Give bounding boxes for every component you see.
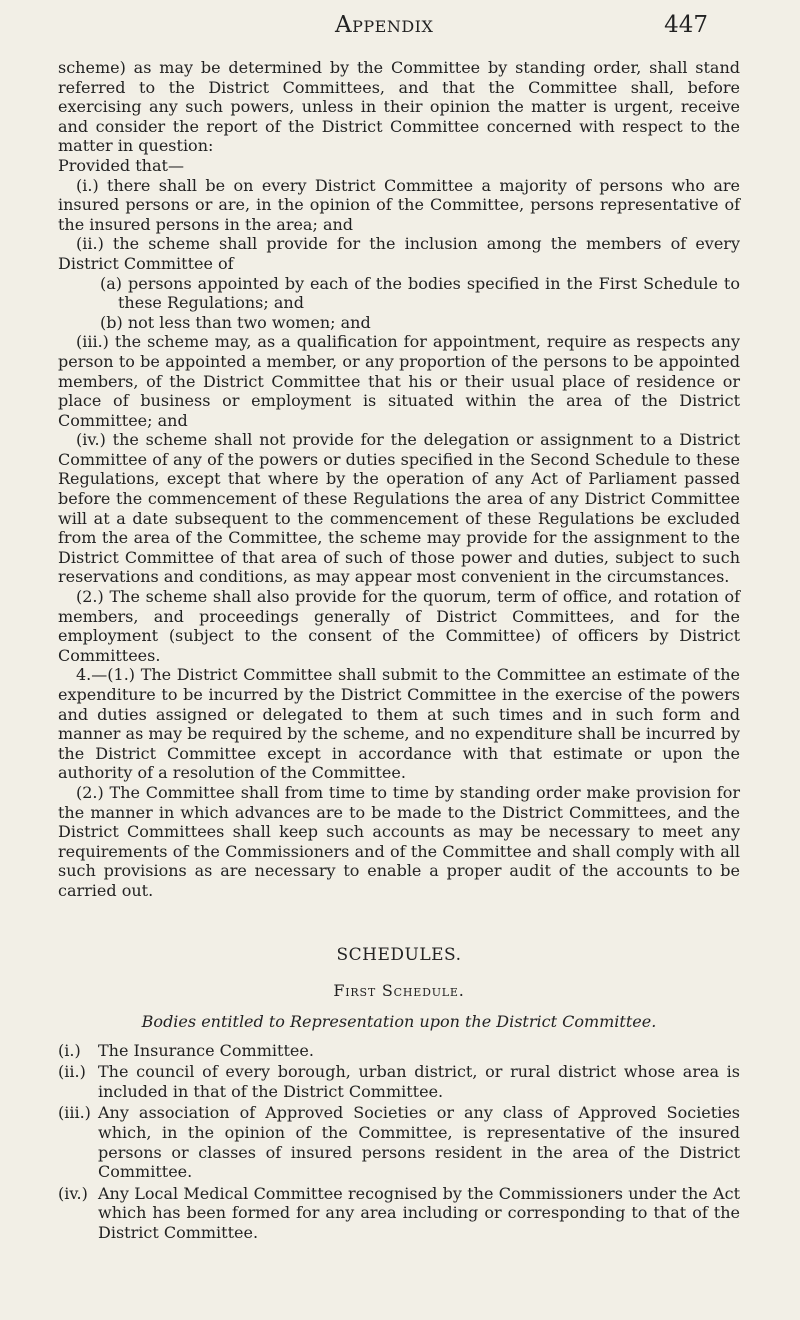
paragraph-subclause-b: (b) not less than two women; and	[100, 312, 371, 332]
paragraph-clause-iv: (iv.) the scheme shall not provide for the delegation or assignment to a District Committee of any of the powers or duties specified in the Second Schedule to these Regulations, except that where by the operation of any Act of Parliament passed before the commencement of these Regulations the area of any District Committee will at a date subsequent to the commencement of these Regulations be excluded from the area of the Committee, the scheme may provide for the assignment to the District Committee of that area of such of those power and duties, subject to such reservations and conditions, as may appear most convenient in the circumstances.	[58, 430, 740, 587]
list-item-number: (i.)	[58, 1040, 81, 1060]
list-item-number: (iii.)	[58, 1103, 91, 1123]
first-schedule-subtitle: Bodies entitled to Representation upon the District Committee.	[141, 1011, 657, 1031]
first-schedule-title: First Schedule.	[333, 980, 465, 1000]
list-item	[58, 1062, 740, 1101]
list-item-text: Any Local Medical Committee recognised by the Commissioners under the Act which has been formed for any area including or corresponding to that of the District Committee.	[98, 1183, 740, 1242]
paragraph-subclause-a: (a) persons appointed by each of the bodies specified in the First Schedule to these Regulations; and	[100, 273, 740, 313]
paragraph-continuation: scheme) as may be determined by the Committee by standing order, shall stand referred to the District Committees, and that the Committee shall, before exercising any such powers, unless in their opinion the matter is urgent, receive and consider the report of the District Committee concerned with respect to the matter in question:	[58, 58, 740, 156]
list-item	[58, 1041, 740, 1061]
paragraph-clause-iii: (iii.) the scheme may, as a qualification for appointment, require as respects any person to be appointed a member, or any proportion of the persons to be appointed members, of the District Committee that his or their usual place of residence or place of business or employment is situated within the area of the District Committee; and	[58, 332, 740, 430]
list-item-text: Any association of Approved Societies or any class of Approved Societies which, in the opinion of the Committee, is representative of the insured persons or classes of insured persons resident in the area of the District Committee.	[98, 1103, 740, 1182]
running-head	[0, 12, 800, 48]
page-number: 447	[664, 12, 708, 38]
paragraph-section-4-1: 4.—(1.) The District Committee shall submit to the Committee an estimate of the expenditure to be incurred by the District Committee in the exercise of the powers and duties assigned or delegated to them at such times and in such form and manner as may be required by the scheme, and no expenditure shall be incurred by the District Committee except in accordance with that estimate or upon the authority of a resolution of the Committee.	[58, 665, 740, 783]
paragraph-proviso: Provided that—	[58, 155, 184, 175]
list-item-number: (iv.)	[58, 1183, 88, 1203]
list-item-text: The council of every borough, urban district, or rural district whose area is included in that of the District Committee.	[98, 1062, 740, 1101]
list-item-number: (ii.)	[58, 1062, 86, 1082]
list-item	[58, 1103, 740, 1181]
paragraph-section-4-2: (2.) The Committee shall from time to time by standing order make provision for the manner in which advances are to be made to the District Committees, and the District Committees shall keep such accounts as may be necessary to meet any requirements of the Commissioners and of the Committee and shall comply with all such provisions as are necessary to enable a proper audit of the accounts to be carried out.	[58, 782, 740, 900]
running-head-title: Appendix	[335, 12, 434, 38]
paragraph-section-2: (2.) The scheme shall also provide for the quorum, term of office, and rotation of members, and proceedings generally of District Committees, and for the employment (subject to the consent of the Committee) of officers by District Committees.	[58, 587, 740, 665]
body-text	[58, 58, 740, 901]
paragraph-clause-i: (i.) there shall be on every District Committee a majority of persons who are insured persons or are, in the opinion of the Committee, persons representative of the insured persons in the area; and	[58, 175, 740, 234]
list-item-text: The Insurance Committee.	[98, 1040, 314, 1060]
schedules-heading: SCHEDULES.	[336, 944, 462, 965]
paragraph-clause-ii: (ii.) the scheme shall provide for the inclusion among the members of every District Committee of	[58, 234, 740, 273]
schedule-list	[58, 1041, 740, 1243]
list-item	[58, 1184, 740, 1243]
